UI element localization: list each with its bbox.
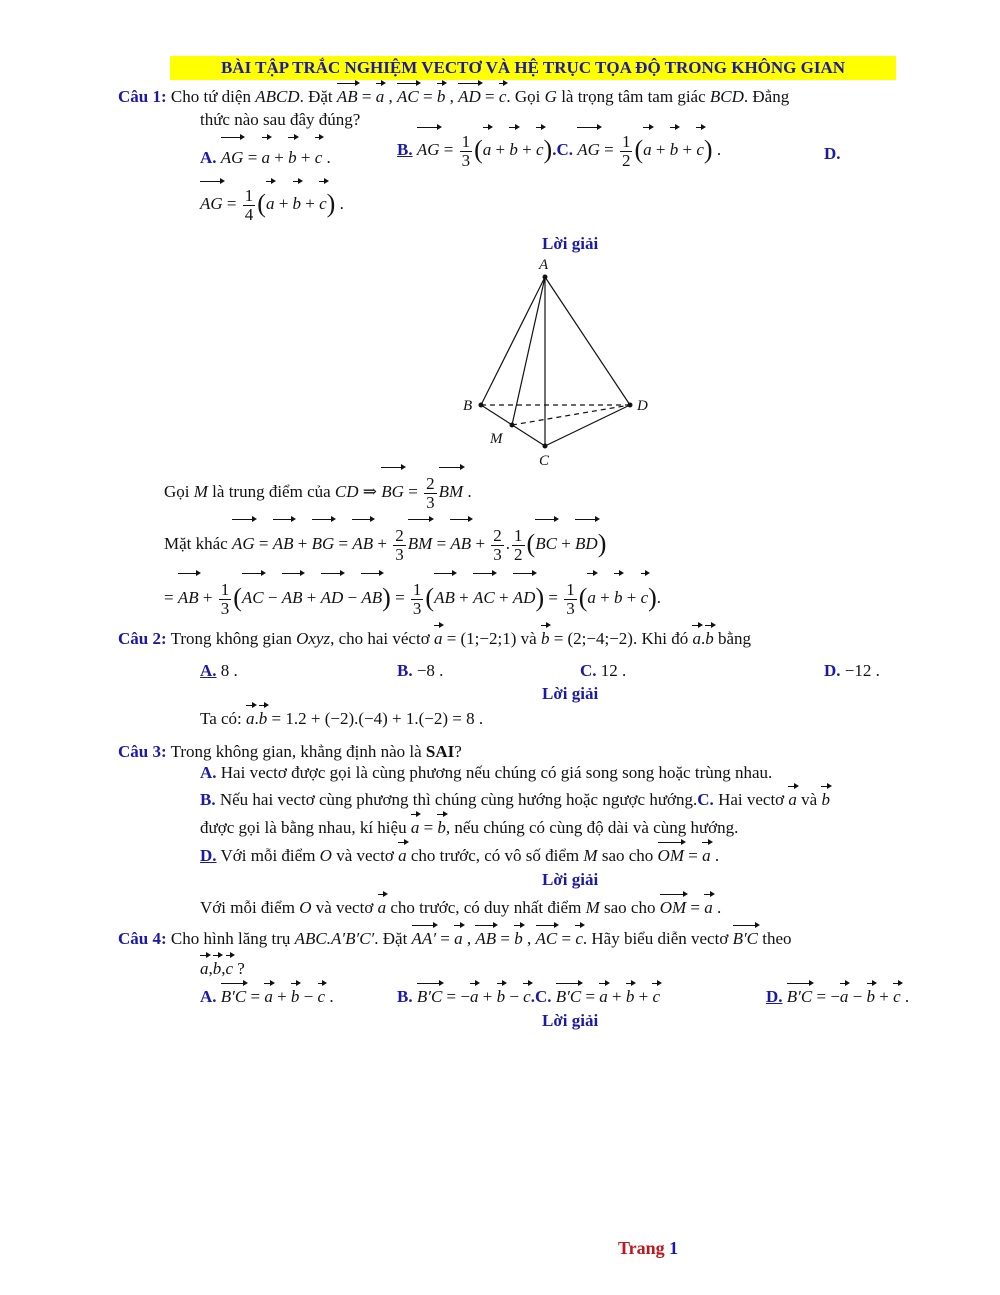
q4-option-d: D. B′C = −a − b + c .: [766, 987, 910, 1006]
q3-option-d: D. Với mỗi điểm O và vectơ a cho trước, có vô số điểm M sao cho OM = a .: [200, 846, 720, 865]
q3-label: Câu 3:: [118, 742, 167, 761]
q4-line2: a,b,c ?: [200, 959, 245, 978]
q2-option-a: A. 8 .: [200, 661, 238, 680]
page-title: BÀI TẬP TRẮC NGHIỆM VECTƠ VÀ HỆ TRỤC TỌA ĐỘ TRONG KHÔNG GIAN: [170, 56, 896, 80]
q3-line1: Câu 3: Trong không gian, khẳng định nào là SAI?: [118, 742, 462, 761]
q4-line1: Câu 4: Cho hình lăng trụ ABC.A′B′C′. Đặt AA′ = a , AB = b , AC = c. Hãy biểu diễn vectơ B′C theo: [118, 929, 792, 948]
q1-solution-title: Lời giải: [542, 234, 599, 253]
edge-ad: [545, 277, 630, 405]
footer-word: Trang: [618, 1238, 665, 1258]
tetrahedron-figure: [455, 255, 665, 470]
edge-cd: [545, 405, 630, 446]
q3-option-b: B. Nếu hai vectơ cùng phương thì chúng cùng hướng hoặc ngược hướng.C. Hai vectơ a và b: [200, 790, 830, 809]
q1-options: A. AG = a + b + c .: [200, 140, 331, 176]
label-b: B: [463, 398, 473, 414]
q4-solution-title: Lời giải: [542, 1011, 599, 1030]
label-m: M: [490, 431, 503, 447]
edge-md: [512, 405, 630, 425]
q1-label: Câu 1:: [118, 87, 167, 106]
page-number: 1: [669, 1238, 679, 1258]
q2-solution-line: Ta có: a.b = 1.2 + (−2).(−4) + 1.(−2) = 8 .: [200, 709, 484, 728]
q2-option-d: D. −12 .: [824, 661, 880, 680]
q1-solution-line3: = AB + $\frac{1}{3}$ (AC − AB + AD − AB) = $\frac{1}{3}$ (AB + AC + AD) = $\frac{1}{3}$ (a + b + c).: [164, 576, 661, 620]
q1-line2: thức nào sau đây đúng?: [200, 110, 361, 129]
q1-line1: Câu 1: Cho tứ diện ABCD. Đặt AB = a , AC = b , AD = c. Gọi G là trọng tâm tam giác BCD. Đẳng: [118, 87, 790, 106]
q4-option-b: B. B′C = −a + b − c.C. B′C = a + b + c: [397, 987, 661, 1006]
q3-solution-title: Lời giải: [542, 870, 599, 889]
q4-label: Câu 4:: [118, 929, 167, 948]
q3-option-c-cont: được gọi là bằng nhau, kí hiệu a = b, nếu chúng có cùng độ dài và cùng hướng.: [200, 818, 739, 837]
q1-option-d: AG = $\frac{1}{4}$ (a + b + c) .: [200, 185, 344, 224]
edge-am: [512, 277, 545, 425]
q1-solution-line2: Mặt khác AG = AB + BG = AB + $\frac{2}{3}$ BM = AB + $\frac{2}{3}$ . $\frac{1}{2}$ (BC + BD): [164, 522, 606, 566]
q1-option-b: B. AG = $\frac{1}{3}$ (a + b + c).C. AG = $\frac{1}{2}$ (a + b + c) .: [397, 131, 722, 170]
q4-option-a: A. B′C = a + b − c .: [200, 987, 334, 1006]
q1-option-d-label: D.: [824, 144, 841, 163]
label-c: C: [539, 453, 550, 469]
label-d: D: [637, 398, 648, 414]
q1-solution-line1: Gọi M là trung điểm của CD ⇒ BG = $\frac{2}{3}$ BM .: [164, 470, 472, 514]
q2-line1: Câu 2: Trong không gian Oxyz, cho hai véctơ a = (1;−2;1) và b = (2;−4;−2). Khi đó a.b bằng: [118, 629, 752, 648]
q2-solution-title: Lời giải: [542, 684, 599, 703]
q3-solution-line: Với mỗi điểm O và vectơ a cho trước, có duy nhất điểm M sao cho OM = a .: [200, 898, 722, 917]
q2-option-c: C. 12 .: [580, 661, 627, 680]
label-a: A: [539, 257, 549, 273]
page-footer: [618, 1238, 678, 1259]
q2-option-b: B. −8 .: [397, 661, 444, 680]
q3-option-a: A. Hai vectơ được gọi là cùng phương nếu chúng có giá song song hoặc trùng nhau.: [200, 763, 773, 782]
edge-ab: [481, 277, 545, 405]
q2-label: Câu 2:: [118, 629, 167, 648]
